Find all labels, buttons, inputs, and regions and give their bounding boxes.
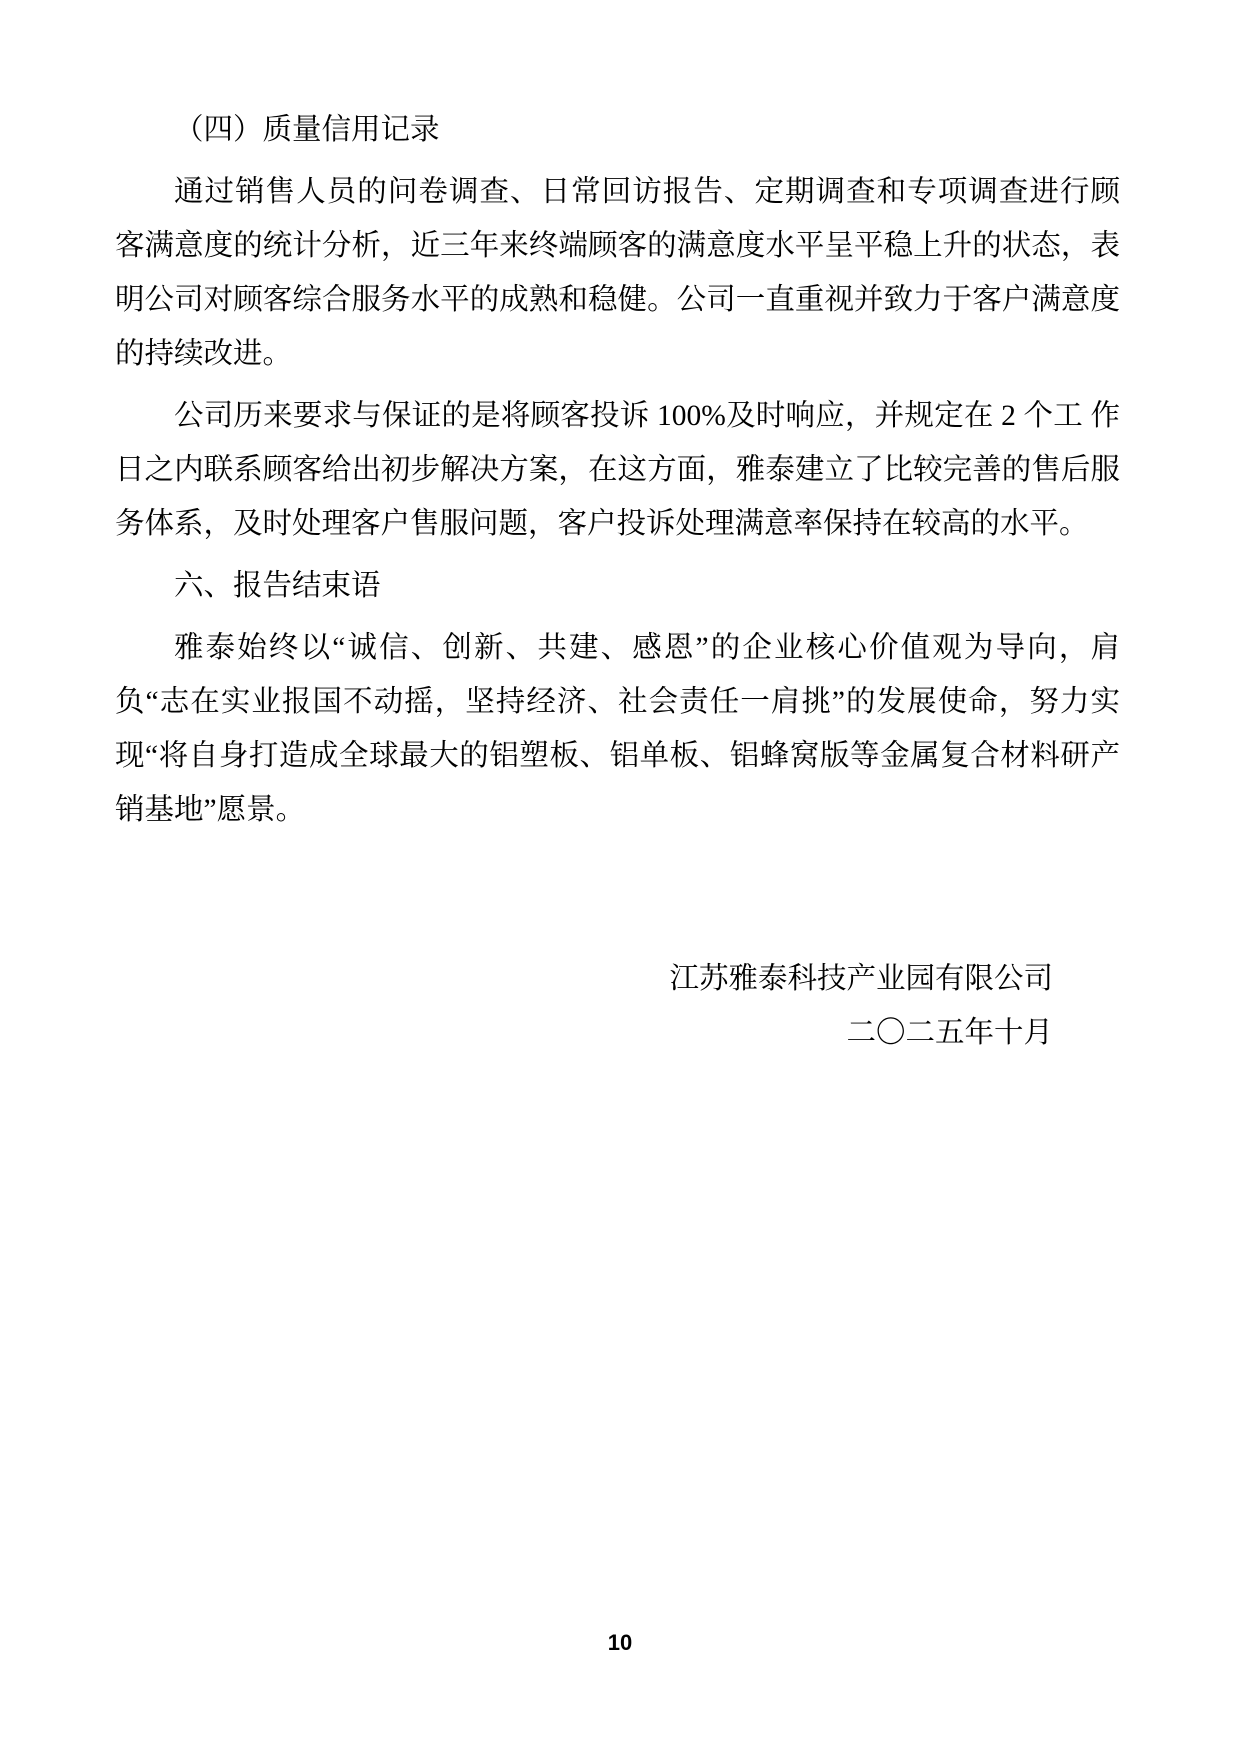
section-heading-quality-credit-record: （四）质量信用记录 [174, 114, 440, 146]
paragraph-closing-statement: 雅泰始终以“诚信、创新、共建、感恩”的企业核心价值观为导向，肩负“志在实业报国不动摇，坚持经济、社会责任一肩挑”的发展使命，努力实现“将自身打造成全球最大的铝塑板、铝单板、铝蜂窝版等金属复合材料研产销基地”愿景。 [115, 632, 1120, 826]
page-content [115, 103, 1128, 1060]
paragraph-customer-satisfaction: 通过销售人员的问卷调查、日常回访报告、定期调查和专项调查进行顾 客满意度的统计分析，近三年来终端顾客的满意度水平呈平稳上升的状态，表明公司对顾客综合服务水平的成熟和稳健。公司一直重视并致力于客户满意度的持续改进。 [115, 176, 1128, 370]
paragraph-complaint-response: 公司历来要求与保证的是将顾客投诉 100%及时响应，并规定在 2 个工 作日之内联系顾客给出初步解决方案，在这方面，雅泰建立了比较完善的售后服务体系，及时处理客户售服问题，客户投诉处理满意率保持在较高的水平。 [115, 400, 1120, 540]
signature-date: 二〇二五年十月 [846, 1017, 1053, 1049]
page-number: 10 [607, 1630, 633, 1655]
section-heading-report-closing: 六、报告结束语 [174, 570, 381, 602]
signature-block [115, 952, 1120, 1060]
signature-company-name: 江苏雅泰科技产业园有限公司 [669, 963, 1053, 995]
